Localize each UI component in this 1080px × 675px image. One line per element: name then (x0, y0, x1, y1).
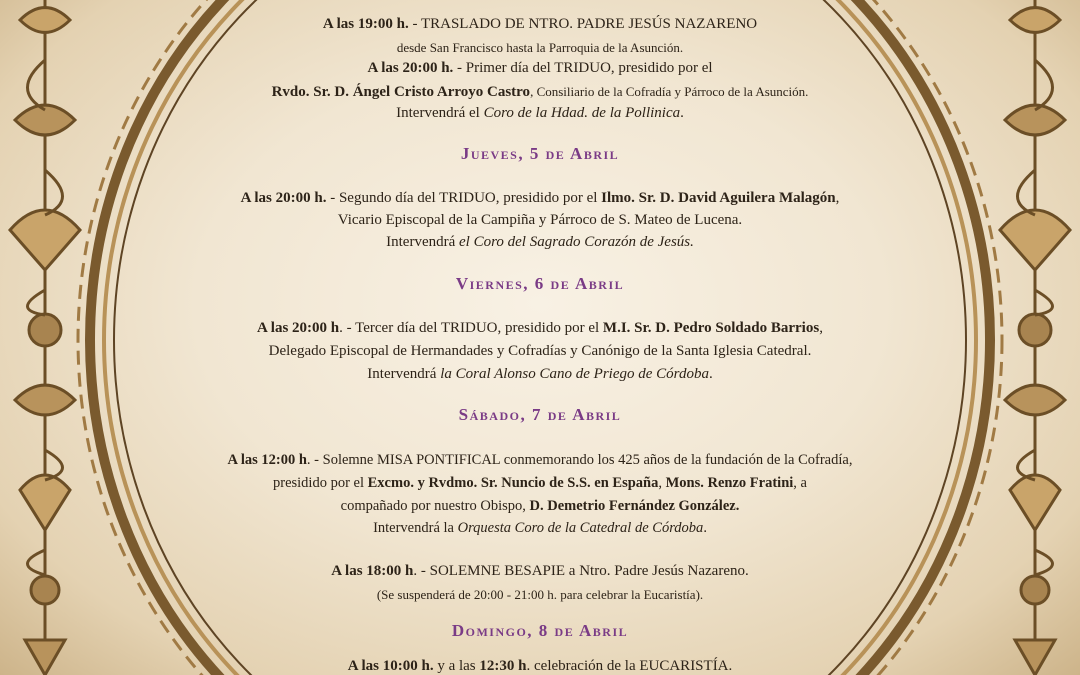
event-description: TRASLADO DE NTRO. PADRE JESÚS NAZARENO (420, 16, 758, 32)
event-note: (Se suspenderá de 20:00 - 21:00 h. para celebrar la Eucaristía). (376, 587, 704, 602)
choir-prefix: Intervendrá (386, 234, 460, 250)
punctuation: , (658, 475, 666, 491)
event-line (140, 658, 940, 675)
choir-suffix: . (703, 520, 707, 536)
event-line (140, 190, 940, 207)
event-description: . celebración de la EUCARISTÍA. (526, 658, 733, 674)
presider-title: , Consiliario de la Cofradía y Párroco de la Asunción. (530, 84, 809, 99)
choir-prefix: Intervendrá la (373, 520, 458, 536)
event-time: A las 18:00 h (331, 563, 414, 579)
event-separator: - (457, 60, 466, 76)
punctuation: , (819, 320, 823, 336)
event-line (140, 475, 940, 492)
choir-name: la Coral Alonso Cano de Priego de Córdoba (440, 366, 709, 382)
event-separator: - (412, 16, 421, 32)
choir-name: Orquesta Coro de la Catedral de Córdoba (457, 520, 704, 536)
event-time: A las 20:00 h (257, 320, 340, 336)
event-time: A las 12:00 h (227, 452, 307, 468)
presider-name: Excmo. y Rvdmo. Sr. Nuncio de S.S. en España (367, 475, 659, 491)
event-line (140, 320, 940, 337)
event-time: A las 20:00 h. (240, 190, 327, 206)
event-time: 12:30 h (479, 658, 527, 674)
event-detail: Delegado Episcopal de Hermandades y Cofradías y Canónigo de la Santa Iglesia Catedral. (268, 343, 812, 359)
left-ornament-column (0, 0, 90, 675)
presider-name: Ilmo. Sr. D. David Aguilera Malagón (601, 190, 836, 206)
event-description: . - SOLEMNE BESAPIE a Ntro. Padre Jesús Nazareno. (413, 563, 749, 579)
presider-name: Mons. Renzo Fratini (665, 475, 794, 491)
punctuation: , (835, 190, 840, 206)
event-text: , a (793, 475, 807, 491)
event-line (140, 83, 940, 101)
event-line (140, 16, 940, 33)
choir-line (140, 105, 940, 122)
choir-name: Coro de la Hdad. de la Pollinica (483, 105, 681, 121)
event-description: - Segundo día del TRIDUO, presidido por el (326, 190, 602, 206)
event-line (140, 563, 940, 580)
presider-name: Rvdo. Sr. D. Ángel Cristo Arroyo Castro (271, 84, 531, 100)
event-detail: Vicario Episcopal de la Campiña y Párroco de S. Mateo de Lucena. (337, 212, 743, 228)
choir-line (140, 520, 940, 537)
day-heading-friday: Viernes, 6 de Abril (455, 274, 625, 293)
event-text: presidido por el (273, 475, 368, 491)
day-heading-sunday: Domingo, 8 de Abril (451, 621, 629, 640)
event-description: . - Solemne MISA PONTIFICAL conmemorando los 425 años de la fundación de la Cofradía, (306, 452, 853, 468)
choir-suffix: . (708, 366, 713, 382)
event-line (140, 452, 940, 469)
choir-name: el Coro del Sagrado Corazón de Jesús. (459, 234, 694, 250)
event-line (140, 60, 940, 77)
choir-line (140, 234, 940, 251)
event-text: y a las (433, 658, 480, 674)
choir-line (140, 366, 940, 383)
right-ornament-column (990, 0, 1080, 675)
event-time: A las 19:00 h. (322, 16, 409, 32)
event-detail: desde San Francisco hasta la Parroquia de la Asunción. (396, 40, 684, 55)
event-description: . - Tercer día del TRIDUO, presidido por el (339, 320, 603, 336)
event-time: A las 10:00 h. (347, 658, 434, 674)
choir-prefix: Intervendrá el (396, 105, 484, 121)
event-line (140, 498, 940, 515)
choir-prefix: Intervendrá (367, 366, 441, 382)
day-heading-thursday: Jueves, 5 de Abril (460, 144, 620, 163)
event-text: compañado por nuestro Obispo, (340, 498, 530, 514)
presider-name: D. Demetrio Fernández González. (529, 498, 740, 514)
day-heading-saturday: Sábado, 7 de Abril (458, 405, 622, 424)
choir-suffix: . (680, 105, 684, 121)
program-content (140, 0, 940, 675)
event-description: Primer día del TRIDUO, presidido por el (465, 60, 713, 76)
event-time: A las 20:00 h. (367, 60, 454, 76)
presider-name: M.I. Sr. D. Pedro Soldado Barrios (602, 320, 820, 336)
